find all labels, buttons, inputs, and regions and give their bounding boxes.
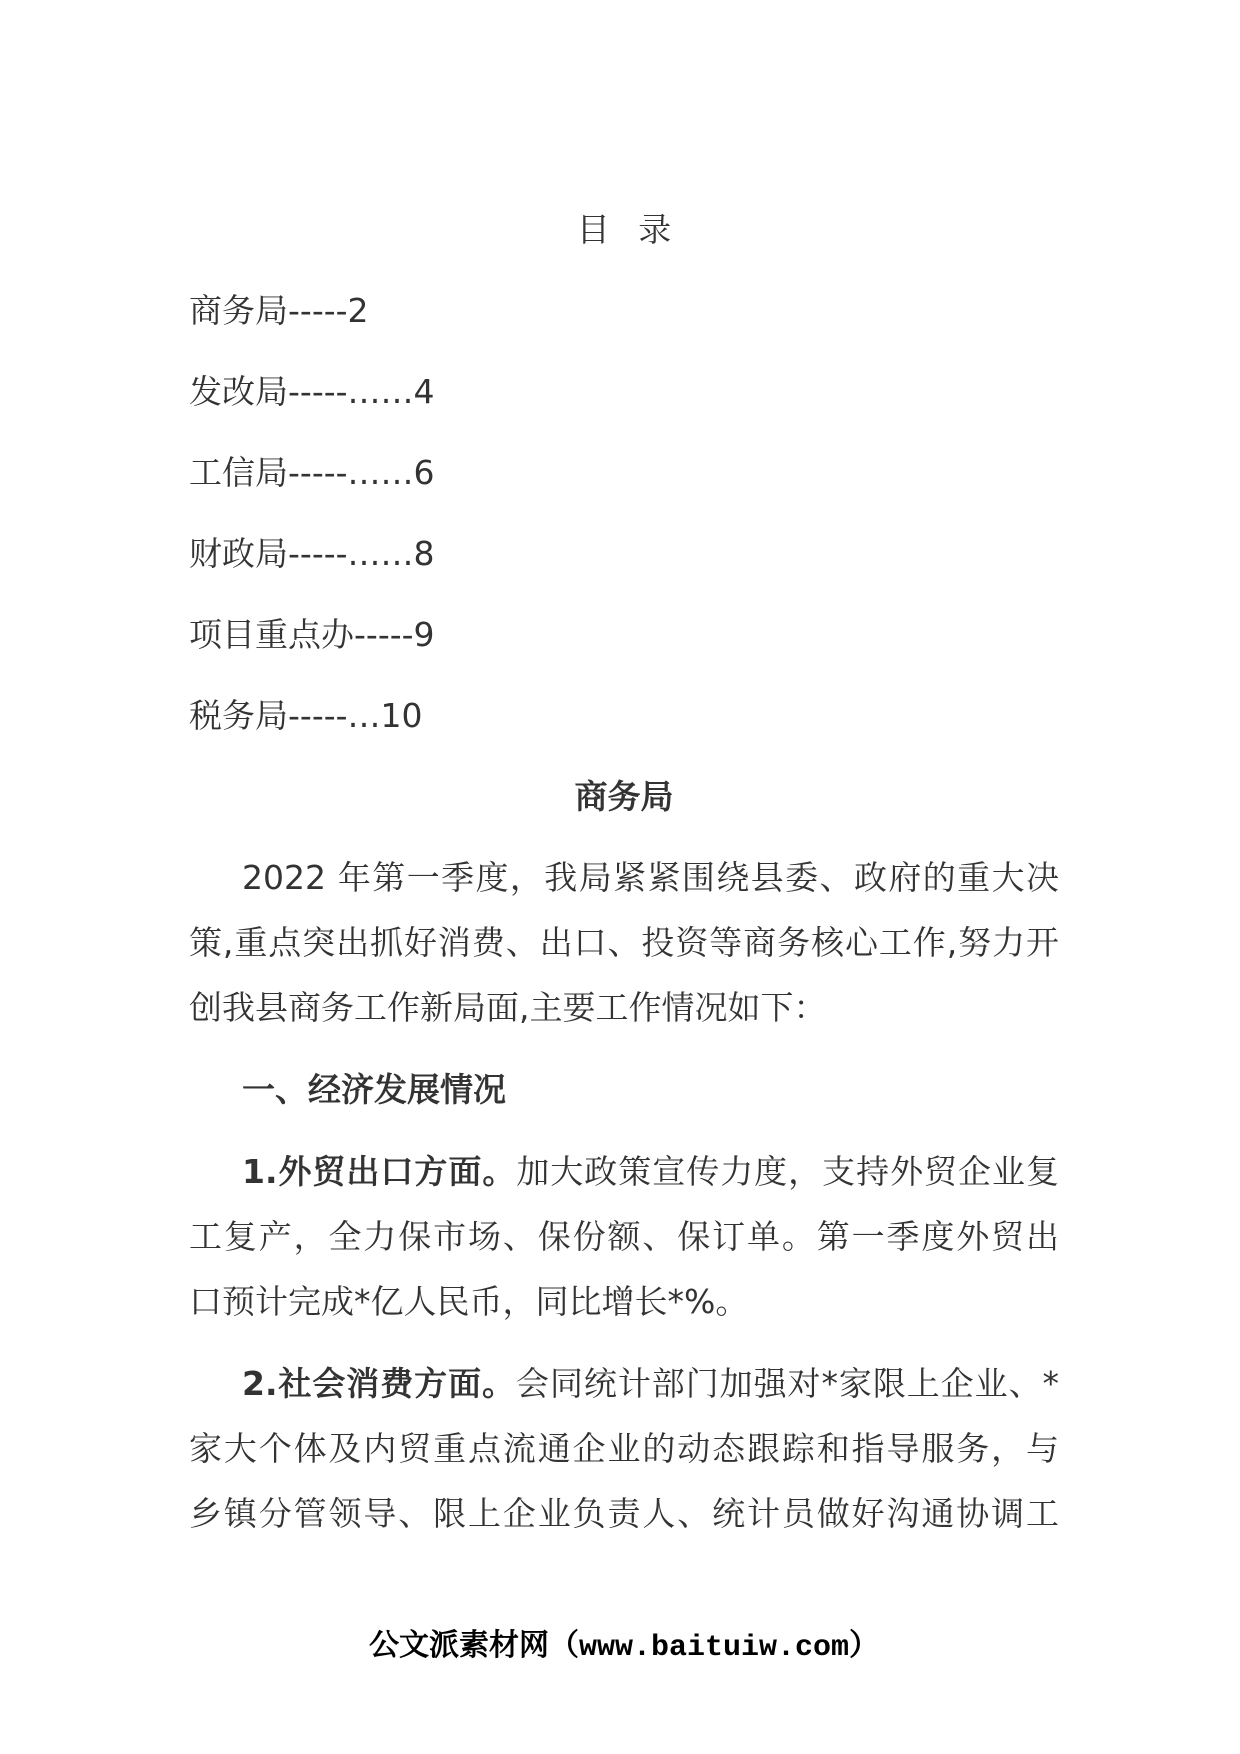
toc-item: 工信局-----……6 [189, 453, 435, 492]
toc-item: 商务局-----2 [189, 291, 369, 330]
section-title: 商务局 [574, 777, 674, 816]
line-text: 加大政策宣传力度，支持外贸企业复 [516, 1152, 1060, 1191]
page-content [189, 189, 1059, 1546]
item-lead: 1.外贸出口方面。 [242, 1152, 517, 1191]
paragraph-line: 2022 年第一季度，我局紧紧围绕县委、政府的重大决 [242, 858, 1059, 897]
paragraph-line: 家大个体及内贸重点流通企业的动态跟踪和指导服务，与 [189, 1429, 1059, 1468]
paragraph-line: 创我县商务工作新局面,主要工作情况如下： [189, 988, 827, 1027]
paragraph-line: 策,重点突出抓好消费、出口、投资等商务核心工作,努力开 [189, 923, 1059, 962]
subsection-heading: 一、经济发展情况 [242, 1070, 506, 1109]
item-paragraph-export [189, 1139, 1059, 1334]
toc-title: 目 录 [576, 210, 672, 249]
line-text: 会同统计部门加强对*家限上企业、* [516, 1364, 1059, 1403]
toc-item: 税务局-----…10 [189, 696, 423, 735]
paragraph-line: 口预计完成*亿人民币，同比增长*%。 [189, 1282, 749, 1321]
toc-item: 财政局-----……8 [189, 534, 435, 573]
paragraph-line [189, 1139, 1059, 1204]
toc-item: 项目重点办-----9 [189, 615, 435, 654]
intro-paragraph [189, 845, 1059, 1040]
table-of-contents [189, 270, 1059, 756]
paragraph-line [189, 1351, 1059, 1416]
paragraph-line: 工复产，全力保市场、保份额、保订单。第一季度外贸出 [189, 1217, 1059, 1256]
footer-watermark: 公文派素材网（www.baituiw.com） [368, 1631, 880, 1665]
toc-item: 发改局-----……4 [189, 372, 435, 411]
item-paragraph-consumption [189, 1351, 1059, 1546]
paragraph-line: 乡镇分管领导、限上企业负责人、统计员做好沟通协调工 [189, 1494, 1059, 1533]
item-lead: 2.社会消费方面。 [242, 1364, 516, 1403]
